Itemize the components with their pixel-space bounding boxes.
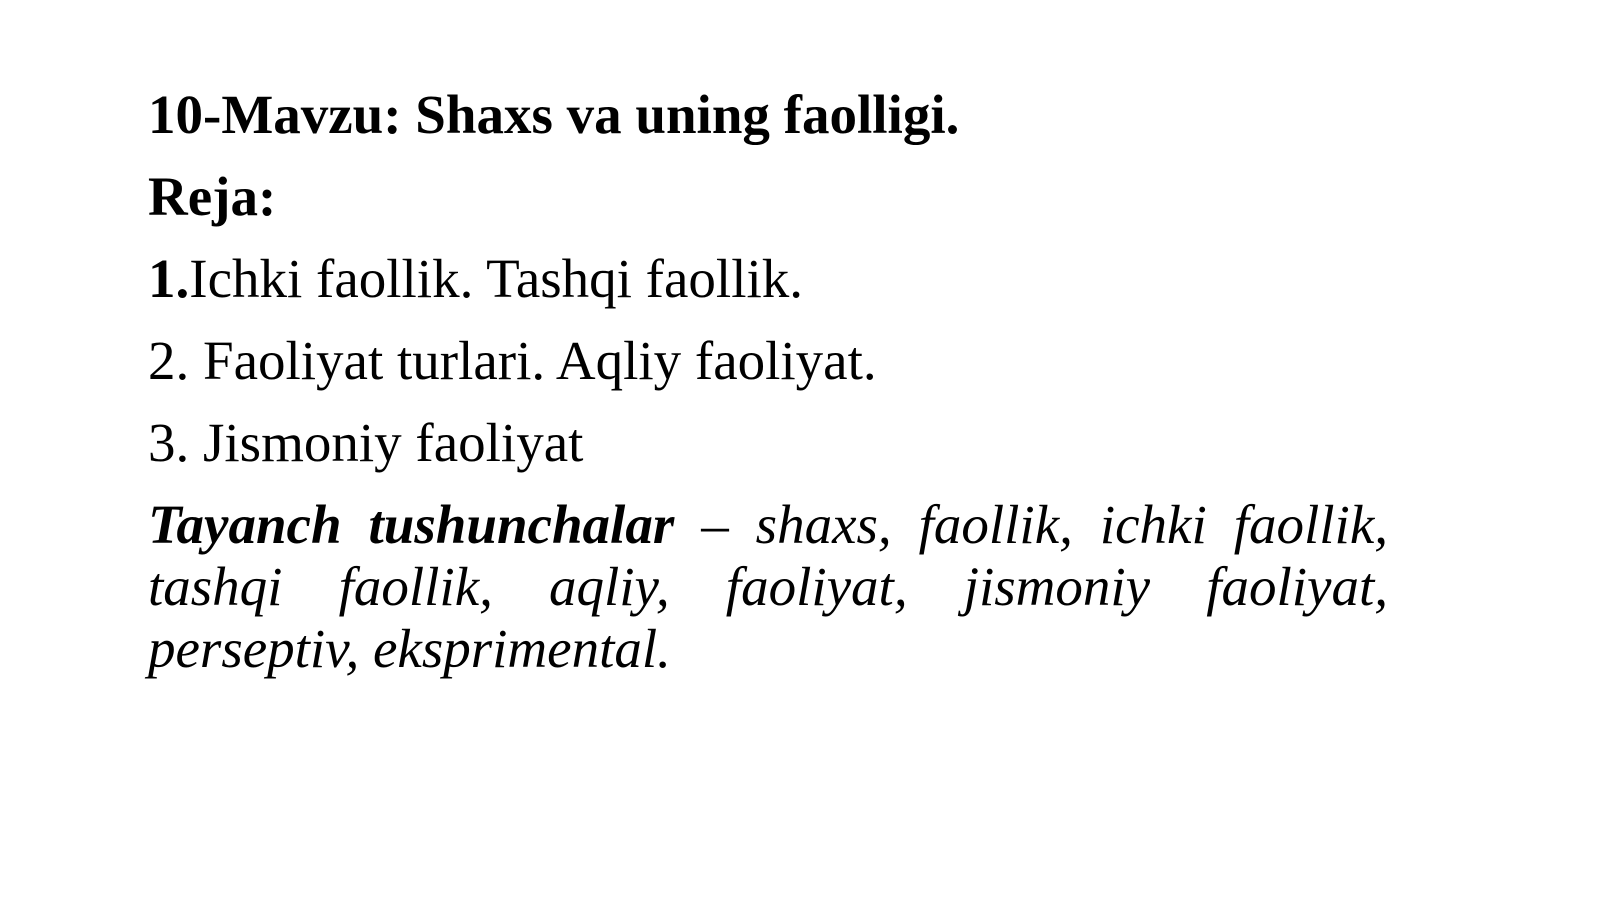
slide-content: [148, 84, 1388, 680]
slide-title: 10-Mavzu: Shaxs va uning faolligi.: [148, 84, 960, 145]
plan-item-1: [148, 248, 1388, 310]
plan-item-2-text: Faoliyat turlari. Aqliy faoliyat.: [189, 330, 877, 391]
key-terms-paragraph: [148, 494, 1388, 680]
key-terms-body: – shaxs, faollik, ichki faollik, tashqi faollik, aqliy, faoliyat, jismoniy faoliyat, perseptiv, eksprimental.: [148, 494, 1388, 679]
plan-item-3: [148, 412, 1388, 474]
plan-heading: Reja:: [148, 166, 277, 227]
plan-item-1-number: 1.: [148, 248, 190, 309]
plan-item-3-number: 3.: [148, 412, 190, 473]
plan-item-2-number: 2.: [148, 330, 190, 391]
plan-item-2: [148, 330, 1388, 392]
plan-item-1-text: Ichki faollik. Tashqi faollik.: [189, 248, 804, 309]
plan-item-3-text: Jismoniy faoliyat: [189, 412, 584, 473]
key-terms-lead: Tayanch tushunchalar: [148, 494, 675, 555]
